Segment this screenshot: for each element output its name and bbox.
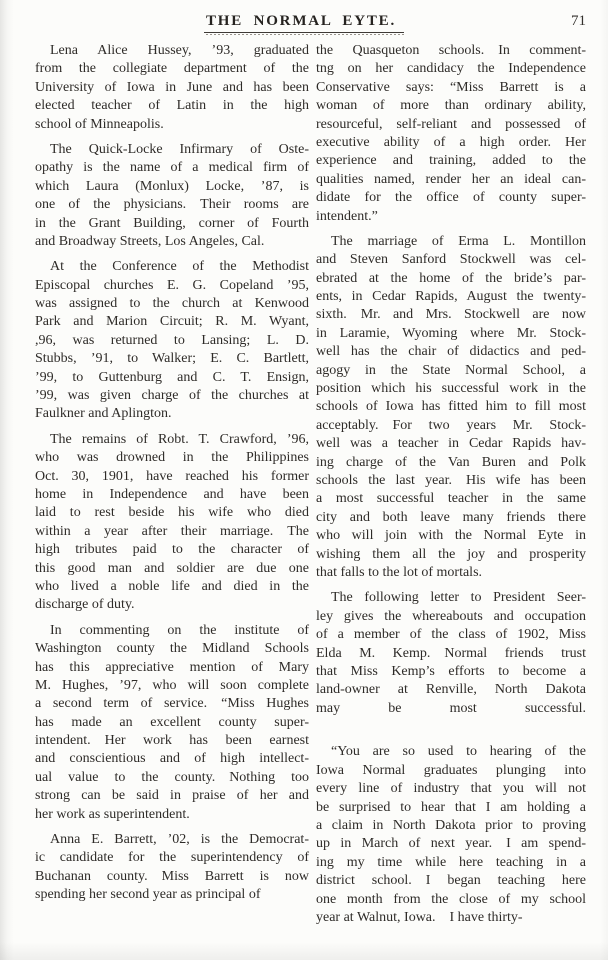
paragraph <box>316 233 586 582</box>
paragraph <box>35 431 309 615</box>
text-line: At the Conference of the Methodist <box>50 259 309 275</box>
text-line: city and both leave many friends there <box>316 509 586 525</box>
text-line: Iowa Normal graduates plunging into <box>316 762 586 778</box>
text-line: ’99, to Guttenburg and C. T. Ensign, <box>35 369 309 385</box>
text-line: land-owner at Renville, North Dakota <box>316 682 586 698</box>
text-line: experience and training, added to the <box>316 153 586 169</box>
text-line: who lived a noble life and died in the <box>35 578 309 594</box>
text-line: M. Hughes, ’97, who will soon complete <box>35 677 309 693</box>
text-line: acceptably. For two years Mr. Stock- <box>316 417 586 433</box>
text-line: ing charge of the Van Buren and Polk <box>316 454 586 470</box>
text-line: laid to rest beside his wife who died <box>35 505 309 521</box>
text-line: school of Minneapolis. <box>35 116 164 132</box>
text-line: Conservative says: “Miss Barrett is a <box>316 79 586 95</box>
text-line: discharge of duty. <box>35 597 135 613</box>
text-line: every line of industry that you will not <box>316 781 586 797</box>
text-line: in the Grant Building, corner of Fourth <box>35 215 309 231</box>
text-line: up in March of next year. I am spend- <box>316 836 586 852</box>
text-line: Faulkner and Aplington. <box>35 406 172 422</box>
page-header <box>0 0 608 31</box>
text-line: of a member of the class of 1902, Miss <box>316 627 586 643</box>
page-title: THE NORMAL EYTE. <box>204 13 404 33</box>
text-line: and Broadway Streets, Los Angeles, Cal. <box>35 233 265 249</box>
text-line: may be most successful. <box>316 700 586 716</box>
text-line: sixth. Mr. and Mrs. Stockwell are now <box>316 307 586 323</box>
text-line: and conscientious and of high intellect- <box>35 751 309 767</box>
text-line: the Quasqueton schools. In comment- <box>316 43 586 58</box>
text-line: executive ability of a high order. Her <box>316 134 586 150</box>
text-line: resourceful, self-reliant and possessed of <box>316 116 586 132</box>
text-line: which Laura (Monlux) Locke, ’87, is <box>35 178 309 194</box>
text-line: University of Iowa in June and has been <box>35 79 309 95</box>
text-line: elected teacher of Latin in the high <box>35 98 309 114</box>
text-line: a most successful teacher in the same <box>316 491 586 507</box>
text-line: Park and Marion Circuit; R. M. Wyant, <box>35 314 309 330</box>
text-line: ing my time while here teaching in a <box>316 854 586 870</box>
text-line: position which his successful work in the <box>316 381 586 397</box>
paragraph <box>35 258 309 424</box>
text-line: a second term of service. “Miss Hughes <box>35 696 309 712</box>
text-line: In commenting on the institute of <box>50 622 309 638</box>
text-line: woman of more than ordinary ability, <box>316 98 586 114</box>
text-line: ebrated at the home of the bride’s par- <box>316 270 586 286</box>
text-line: that Miss Kemp’s efforts to become a <box>316 663 586 679</box>
text-line: intendent.” <box>316 208 378 224</box>
text-line: Anna E. Barrett, ’02, is the Democrat- <box>50 832 309 848</box>
text-line: Washington county the Midland Schools <box>35 641 309 657</box>
text-line: ’99, was given charge of the churches at <box>35 388 309 404</box>
paragraph <box>35 42 309 134</box>
text-line: The Quick-Locke Infirmary of Oste- <box>50 141 309 157</box>
text-line: The remains of Robt. T. Crawford, ’96, <box>50 431 309 447</box>
text-line: Stubbs, ’91, to Walker; E. C. Bartlett, <box>35 351 309 367</box>
paragraph <box>35 831 309 905</box>
text-line: in Laramie, Wyoming where Mr. Stock- <box>316 325 586 341</box>
text-line: was assigned to the church at Kenwood <box>35 296 309 312</box>
text-line: well has the chair of didactics and ped- <box>316 344 586 360</box>
page-number: 71 <box>571 13 586 29</box>
paragraph <box>316 589 586 736</box>
text-line: one of the physicians. Their rooms are <box>35 197 309 213</box>
text-line: this good man and soldier are due one <box>35 560 309 576</box>
text-line: “You are so used to hearing of the <box>331 744 586 760</box>
text-line: The following letter to President Seer- <box>331 590 586 606</box>
text-line: has made an excellent county super- <box>35 714 309 730</box>
text-line: one month from the close of my school <box>316 891 586 907</box>
column-right <box>316 42 586 927</box>
text-line: agogy in the State Normal School, a <box>316 362 586 378</box>
text-line: strong can be said in praise of her and <box>35 788 309 804</box>
text-line: be surprised to hear that I am holding a <box>316 799 586 815</box>
text-line: high tributes paid to the character of <box>35 542 309 558</box>
text-line: and Steven Sanford Stockwell was cel- <box>316 252 586 268</box>
text-line: tng on her candidacy the Independence <box>316 61 586 77</box>
text-line: Oct. 30, 1901, have reached his former <box>35 468 309 484</box>
text-line: schools of Iowa has fitted him to fill most <box>316 399 586 415</box>
text-line: schools the last year. His wife has been <box>316 472 586 488</box>
text-line: Elda M. Kemp. Normal friends trust <box>316 645 586 661</box>
text-line: well was a teacher in Cedar Rapids hav- <box>316 436 586 452</box>
text-line: ley gives the whereabouts and occupation <box>316 608 586 624</box>
text-line: Episcopal churches E. G. Copeland ’95, <box>35 277 309 293</box>
text-body <box>0 31 608 927</box>
text-line: her work as superintendent. <box>35 806 190 822</box>
column-left <box>35 42 309 927</box>
text-line: that falls to the lot of mortals. <box>316 564 483 580</box>
text-line: who was drowned in the Philippines <box>35 450 309 466</box>
text-line: who will join with the Normal Eyte in <box>316 528 586 544</box>
text-line: The marriage of Erma L. Montillon <box>331 233 586 249</box>
text-line: within a year after their marriage. The <box>35 523 309 539</box>
text-line: opathy is the name of a medical firm of <box>35 160 309 176</box>
text-line: ual value to the county. Nothing too <box>35 769 309 785</box>
text-line: ic candidate for the superintendency of <box>35 850 309 866</box>
text-line: district school. I began teaching here <box>316 873 586 889</box>
paragraph <box>35 141 309 251</box>
text-line: Buchanan county. Miss Barrett is now <box>35 868 309 884</box>
paragraph <box>316 42 586 226</box>
text-line: has this appreciative mention of Mary <box>35 659 309 675</box>
paragraph <box>35 622 309 824</box>
text-line: qualities named, render her an ideal can- <box>316 171 586 187</box>
text-line: a claim in North Dakota prior to proving <box>316 818 586 834</box>
text-line: year at Walnut, Iowa. I have thirty- <box>316 909 523 925</box>
text-line <box>316 718 586 736</box>
text-line: home in Independence and have been <box>35 486 309 502</box>
paragraph <box>316 743 586 927</box>
text-line: from the collegiate department of the <box>35 61 309 77</box>
text-line: intendent. Her work has been earnest <box>35 733 309 749</box>
text-line: didate for the office of county super- <box>316 190 586 206</box>
text-line: ents, in Cedar Rapids, August the twenty- <box>316 289 586 305</box>
text-line: spending her second year as principal of <box>35 887 261 903</box>
text-line: ,96, was returned to Lansing; L. D. <box>35 332 309 348</box>
text-line: wishing them all the joy and prosperity <box>316 546 586 562</box>
text-line: Lena Alice Hussey, ’93, graduated <box>50 43 309 58</box>
